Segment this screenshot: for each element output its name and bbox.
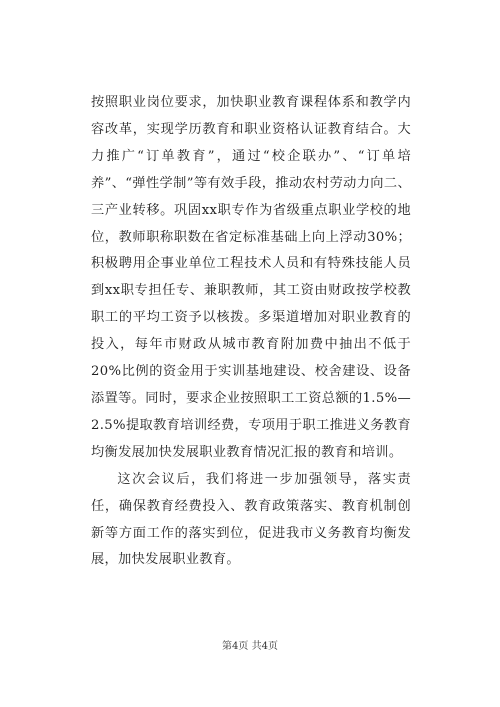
paragraph-2: 这次会议后，我们将进一步加强领导，落实责任，确保教育经费投入、教育政策落实、教育机制创新等方面工作的落实到位，促进我市义务教育均衡发展，加快发展职业教育。 (91, 471, 411, 568)
document-body (91, 90, 411, 574)
paragraph-1: 按照职业岗位要求，加快职业教育课程体系和教学内容改革，实现学历教育和职业资格认证教育结合。大力推广“订单教育”，通过“校企联办”、“订单培养”、“弹性学制”等有效手段，推动农村劳动力向二、三产业转移。巩固xx职专作为省级重点职业学校的地位，教师职称职数在省定标准基础上向上浮动30%；积极聘用企事业单位工程技术人员和有特殊技能人员到xx职专担任专、兼职教师，其工资由财政按学校教职工的平均工资予以核拨。多渠道增加对职业教育的投入，每年市财政从城市教育附加费中抽出不低于20%比例的资金用于实训基地建设、校舍建设、设备添置等。同时，要求企业按照职工工资总额的1.5%—2.5%提取教育培训经费，专项用于职工推进义务教育均衡发展加快发展职业教育情况汇报的教育和培训。 (91, 95, 411, 460)
page-number-footer: 第4页 共4页 (222, 641, 278, 652)
